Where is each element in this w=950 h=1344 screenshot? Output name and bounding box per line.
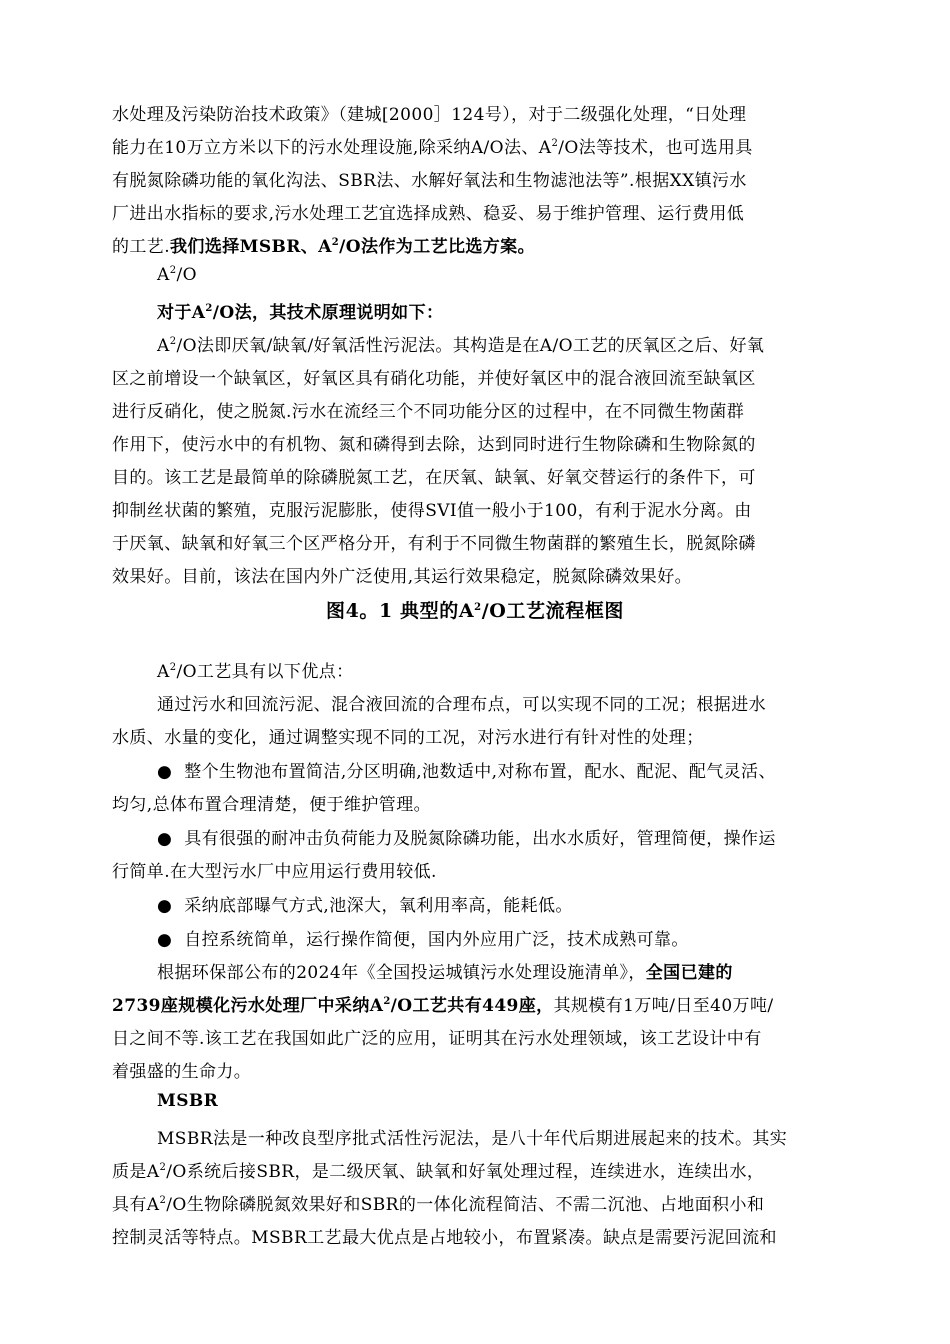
bullet-item-1-cont: 均匀,总体布置合理清楚，便于维护管理。 bbox=[112, 795, 432, 815]
para2-line8: 效果好。目前，该法在国内外广泛使用,其运行效果稳定，脱氮除磷效果好。 bbox=[112, 567, 693, 587]
para1-line3: 有脱氮除磷功能的氧化沟法、SBR法、水解好氧法和生物滤池法等”.根据XX镇污水 bbox=[112, 171, 747, 191]
para5-line1: MSBR法是一种改良型序批式活性污泥法，是八十年代后期进展起来的技术。其实 bbox=[157, 1129, 788, 1149]
para1-line5: 的工艺.我们选择MSBR、$A^2/O$法作为工艺比选方案。 bbox=[112, 237, 535, 257]
bullet-icon: ● bbox=[157, 896, 173, 916]
para5-line3: 具有$A^2/O$生物除磷脱氮效果好和SBR的一体化流程简洁、不需二沉池、占地面积小和 bbox=[112, 1195, 765, 1215]
advantages-intro: $A^2/O$工艺具有以下优点： bbox=[157, 662, 354, 682]
para3-line2: 水质、水量的变化，通过调整实现不同的工况，对污水进行有针对性的处理； bbox=[112, 728, 704, 748]
a2o-intro: 对于$A^2/O$法，其技术原理说明如下： bbox=[157, 303, 444, 323]
para2-line2: 区之前增设一个缺氧区，好氧区具有硝化功能，并使好氧区中的混合液回流至缺氧区 bbox=[112, 369, 756, 389]
bullet-item-3: ● 采纳底部曝气方式,池深大，氧利用率高，能耗低。 bbox=[157, 896, 573, 916]
para2-line5: 目的。该工艺是最简单的除磷脱氮工艺，在厌氧、缺氧、好氧交替运行的条件下，可 bbox=[112, 468, 756, 488]
section-heading-a2o: $A^2/O$ bbox=[157, 265, 197, 285]
bullet-icon: ● bbox=[157, 930, 173, 950]
para3-line1: 通过污水和回流污泥、混合液回流的合理布点，可以实现不同的工况；根据进水 bbox=[157, 695, 766, 715]
para2-line7: 于厌氧、缺氧和好氧三个区严格分开，有利于不同微生物菌群的繁殖生长，脱氮除磷 bbox=[112, 534, 756, 554]
bullet-icon: ● bbox=[157, 762, 173, 782]
bullet-item-1: ● 整个生物池布置简洁,分区明确,池数适中,对称布置，配水、配泥、配气灵活、 bbox=[157, 762, 776, 782]
para5-line2: 质是$A^2/O$系统后接SBR，是二级厌氧、缺氧和好氧处理过程，连续进水，连续出水， bbox=[112, 1162, 765, 1182]
bullet-item-2-cont: 行简单.在大型污水厂中应用运行费用较低. bbox=[112, 862, 437, 882]
para2-line6: 抑制丝状菌的繁殖，克服污泥膨胀，使得SVI值一般小于100，有利于泥水分离。由 bbox=[112, 501, 752, 521]
para2-line1: $A^2/O$法即厌氧/缺氧/好氧活性污泥法。其构造是在A/O工艺的厌氧区之后、好氧 bbox=[157, 336, 765, 356]
para5-line4: 控制灵活等特点。MSBR工艺最大优点是占地较小，布置紧凑。缺点是需要污泥回流和 bbox=[112, 1228, 777, 1248]
para4-line3: 日之间不等.该工艺在我国如此广泛的应用，证明其在污水处理领域，该工艺设计中有 bbox=[112, 1029, 762, 1049]
section-heading-msbr: MSBR bbox=[157, 1091, 219, 1111]
para1-line2: 能力在10万立方米以下的污水处理设施,除采纳A/O法、$A^2/O$法等技术，也可选用具 bbox=[112, 138, 753, 158]
selection-statement: 我们选择MSBR、$A^2/O$法作为工艺比选方案。 bbox=[170, 237, 535, 257]
bullet-item-4: ● 自控系统简单，运行操作简便，国内外应用广泛，技术成熟可靠。 bbox=[157, 930, 689, 950]
para2-line3: 进行反硝化，使之脱氮.污水在流经三个不同功能分区的过程中，在不同微生物菌群 bbox=[112, 402, 745, 422]
bullet-item-2: ● 具有很强的耐冲击负荷能力及脱氮除磷功能，出水水质好，管理简便，操作运 bbox=[157, 829, 776, 849]
para1-line4: 厂进出水指标的要求,污水处理工艺宜选择成熟、稳妥、易于维护管理、运行费用低 bbox=[112, 204, 745, 224]
figure-caption: 图4。1 典型的$A^2/O$工艺流程框图 bbox=[325, 600, 625, 622]
para4-line4: 着强盛的生命力。 bbox=[112, 1062, 252, 1082]
para4-line2: 2739座规模化污水处理厂中采纳$A^2/O$工艺共有449座，其规模有1万吨/日至40万吨/ bbox=[112, 996, 774, 1016]
para4-line1: 根据环保部公布的2024年《全国投运城镇污水处理设施清单》，全国已建的 bbox=[157, 963, 733, 983]
para2-line4: 作用下，使污水中的有机物、氮和磷得到去除，达到同时进行生物除磷和生物除氮的 bbox=[112, 435, 756, 455]
para1-line1: 水处理及污染防治技术政策》（建城[2000］124号），对于二级强化处理，“日处理 bbox=[112, 105, 747, 125]
bullet-icon: ● bbox=[157, 829, 173, 849]
